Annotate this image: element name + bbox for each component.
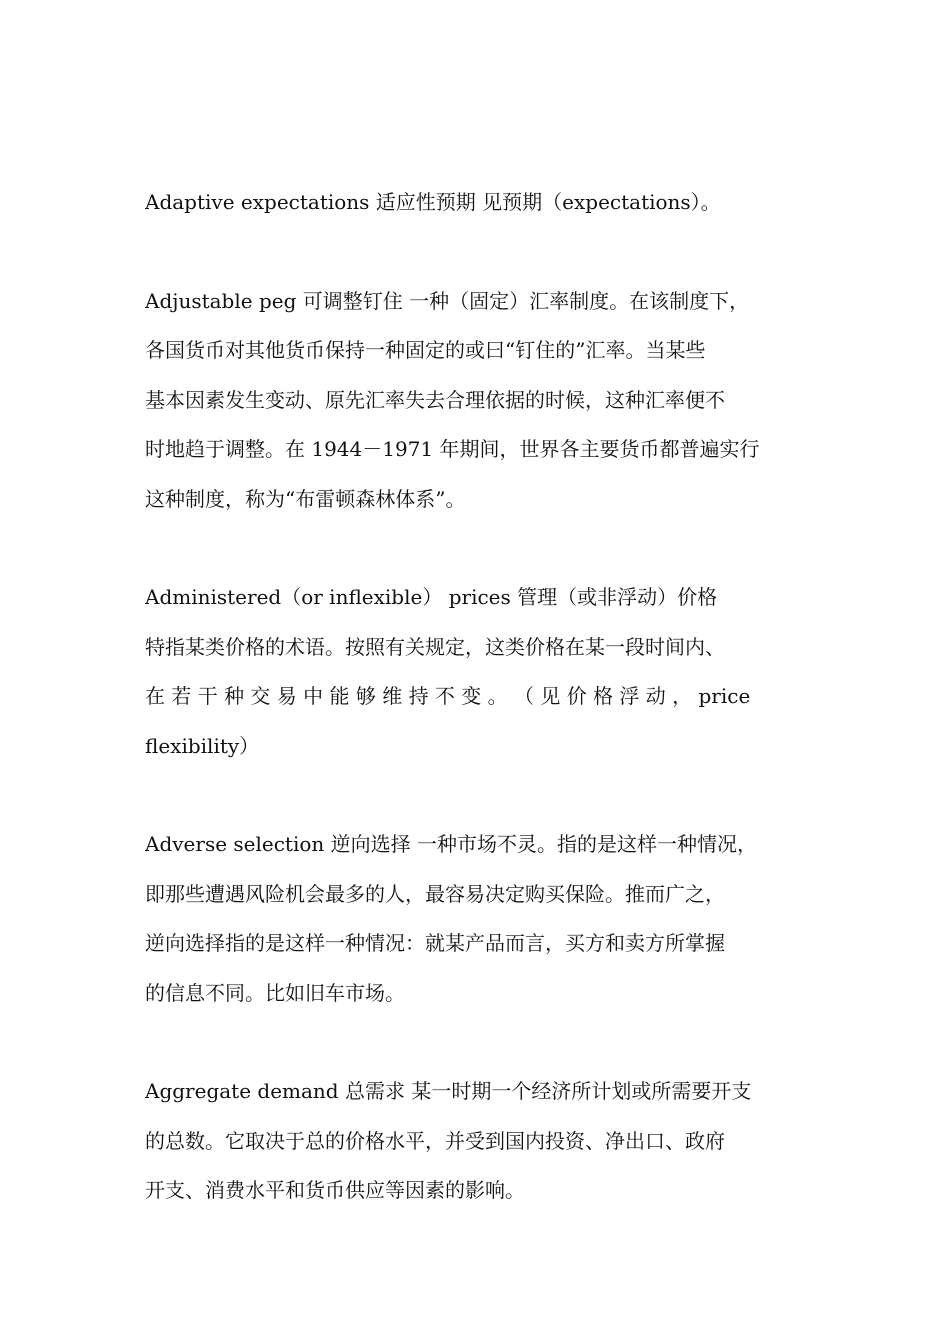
glossary-list (145, 180, 810, 1267)
text-line: Adjustable peg 可调整钉住 一种（固定）汇率制度。在该制度下， (145, 288, 750, 313)
entry-adaptive-expectations (145, 180, 810, 230)
text-line: Adverse selection 逆向选择 一种市场不灵。指的是这样一种情况， (145, 832, 758, 856)
text-line: 的总数。它取决于总的价格水平，并受到国内投资、净出口、政府 (145, 1128, 725, 1153)
text-line: flexibility） (145, 733, 260, 758)
entry-aggregate-demand (145, 1069, 810, 1218)
text-line: 在 若 干 种 交 易 中 能 够 维 持 不 变 。 （ 见 价 格 浮 动 ， price (145, 684, 751, 708)
text-line: 各国货币对其他货币保持一种固定的或曰“钉住的”汇率。当某些 (145, 338, 706, 362)
text-line: Administered（or inflexible） prices 管理（或非浮动）价格 (145, 585, 718, 609)
text-line: 的信息不同。比如旧车市场。 (145, 980, 405, 1005)
text-line: Adaptive expectations 适应性预期 见预期（expectations）。 (145, 190, 721, 214)
text-line: 即那些遭遇风险机会最多的人，最容易决定购买保险。推而广之， (145, 881, 725, 906)
text-line: Aggregate demand 总需求 某一时期一个经济所计划或所需要开支 (145, 1079, 752, 1103)
text-line: 这种制度，称为“布雷顿森林体系”。 (145, 486, 466, 511)
entry-adverse-selection (145, 822, 810, 1020)
text-line: 特指某类价格的术语。按照有关规定，这类价格在某一段时间内、 (145, 634, 725, 659)
entry-administered-prices (145, 575, 810, 773)
text-line: 基本因素发生变动、原先汇率失去合理依据的时候，这种汇率便不 (145, 387, 725, 412)
text-line: 时地趋于调整。在 1944－1971 年期间，世界各主要货币都普遍实行 (145, 437, 760, 461)
entry-adjustable-peg (145, 279, 810, 527)
text-line: 开支、消费水平和货币供应等因素的影响。 (145, 1178, 525, 1202)
text-line: 逆向选择指的是这样一种情况：就某产品而言，买方和卖方所掌握 (145, 931, 725, 955)
